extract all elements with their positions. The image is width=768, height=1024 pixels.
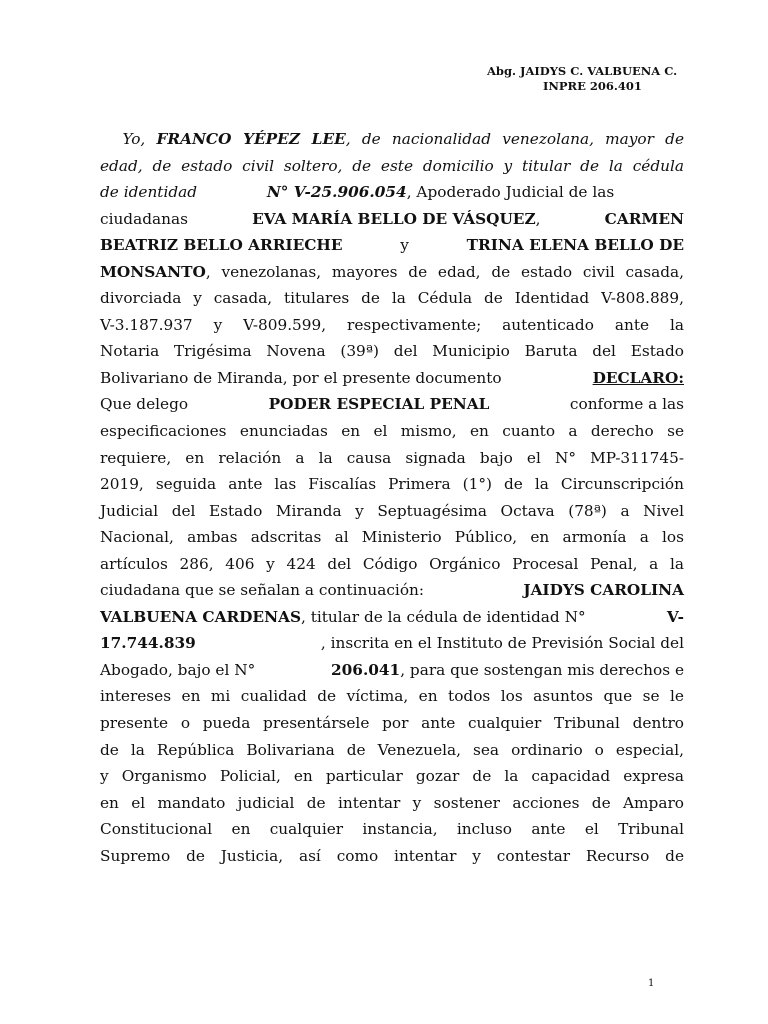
body-line: 17.744.839 , inscrita en el Instituto de Previsión Social del (100, 634, 684, 653)
body-line: artículos 286, 406 y 424 del Código Orgánico Procesal Penal, a la (100, 554, 684, 573)
body-line: de identidad N° V-25.906.054, Apoderado Judicial de las (100, 183, 615, 202)
body-line: de la República Bolivariana de Venezuela, sea ordinario o especial, (100, 740, 684, 759)
declaro-keyword: DECLARO: (592, 368, 684, 387)
body-line: Abogado, bajo el N° 206.041, para que sostengan mis derechos e (100, 660, 684, 679)
document-body (100, 126, 684, 869)
body-line: Nacional, ambas adscritas al Ministerio Público, en armonía a los (100, 528, 684, 547)
body-line: requiere, en relación a la causa signada bajo el N° MP-311745- (100, 448, 684, 467)
body-line: BEATRIZ BELLO ARRIECHE y TRINA ELENA BELLO DE (100, 236, 684, 255)
page-number: 1 (648, 978, 655, 989)
body-line: intereses en mi cualidad de víctima, en todos los asuntos que se le (100, 687, 684, 706)
body-line: Yo, FRANCO YÉPEZ LEE, de nacionalidad venezolana, mayor de (122, 130, 684, 148)
body-line: Que delego PODER ESPECIAL PENAL conforme a las (100, 391, 684, 418)
body-line: especificaciones enunciadas en el mismo, en cuanto a derecho se (100, 422, 684, 441)
grantor-id: N° V-25.906.054 (266, 183, 407, 202)
body-line: MONSANTO, venezolanas, mayores de edad, de estado civil casada, (100, 262, 684, 281)
body-line: 2019, seguida ante las Fiscalías Primera (1°) de la Circunscripción (100, 475, 684, 494)
body-line: en el mandato judicial de intentar y sostener acciones de Amparo (100, 793, 684, 812)
body-line: V-3.187.937 y V-809.599, respectivamente; autenticado ante la (100, 315, 684, 334)
inpre-number: INPRE 206.401 (543, 79, 642, 93)
body-line: Constitucional en cualquier instancia, incluso ante el Tribunal (100, 820, 684, 839)
attorney-name: Abg. JAIDYS C. VALBUENA C. (487, 64, 678, 78)
grantor-name: FRANCO YÉPEZ LEE (156, 130, 346, 148)
body-line: ciudadanas EVA MARÍA BELLO DE VÁSQUEZ, CARMEN (100, 209, 684, 228)
body-line: presente o pueda presentársele por ante cualquier Tribunal dentro (100, 714, 684, 733)
body-line: Judicial del Estado Miranda y Septuagésima Octava (78ª) a Nivel (100, 501, 684, 520)
power-type: PODER ESPECIAL PENAL (268, 395, 490, 414)
letterhead (487, 64, 677, 94)
body-line: ciudadana que se señalan a continuación: JAIDYS CAROLINA (100, 581, 684, 600)
body-line: Supremo de Justicia, así como intentar y contestar Recurso de (100, 846, 684, 865)
body-line: Notaria Trigésima Novena (39ª) del Municipio Baruta del Estado (100, 342, 684, 361)
body-line: y Organismo Policial, en particular gozar de la capacidad expresa (100, 767, 684, 786)
body-line: edad, de estado civil soltero, de este domicilio y titular de la cédula (100, 156, 684, 175)
body-line: divorciada y casada, titulares de la Cédula de Identidad V-808.889, (100, 289, 684, 308)
body-line: VALBUENA CARDENAS, titular de la cédula de identidad N° V- (100, 607, 684, 626)
body-line: Bolivariano de Miranda, por el presente documento DECLARO: (100, 365, 684, 392)
